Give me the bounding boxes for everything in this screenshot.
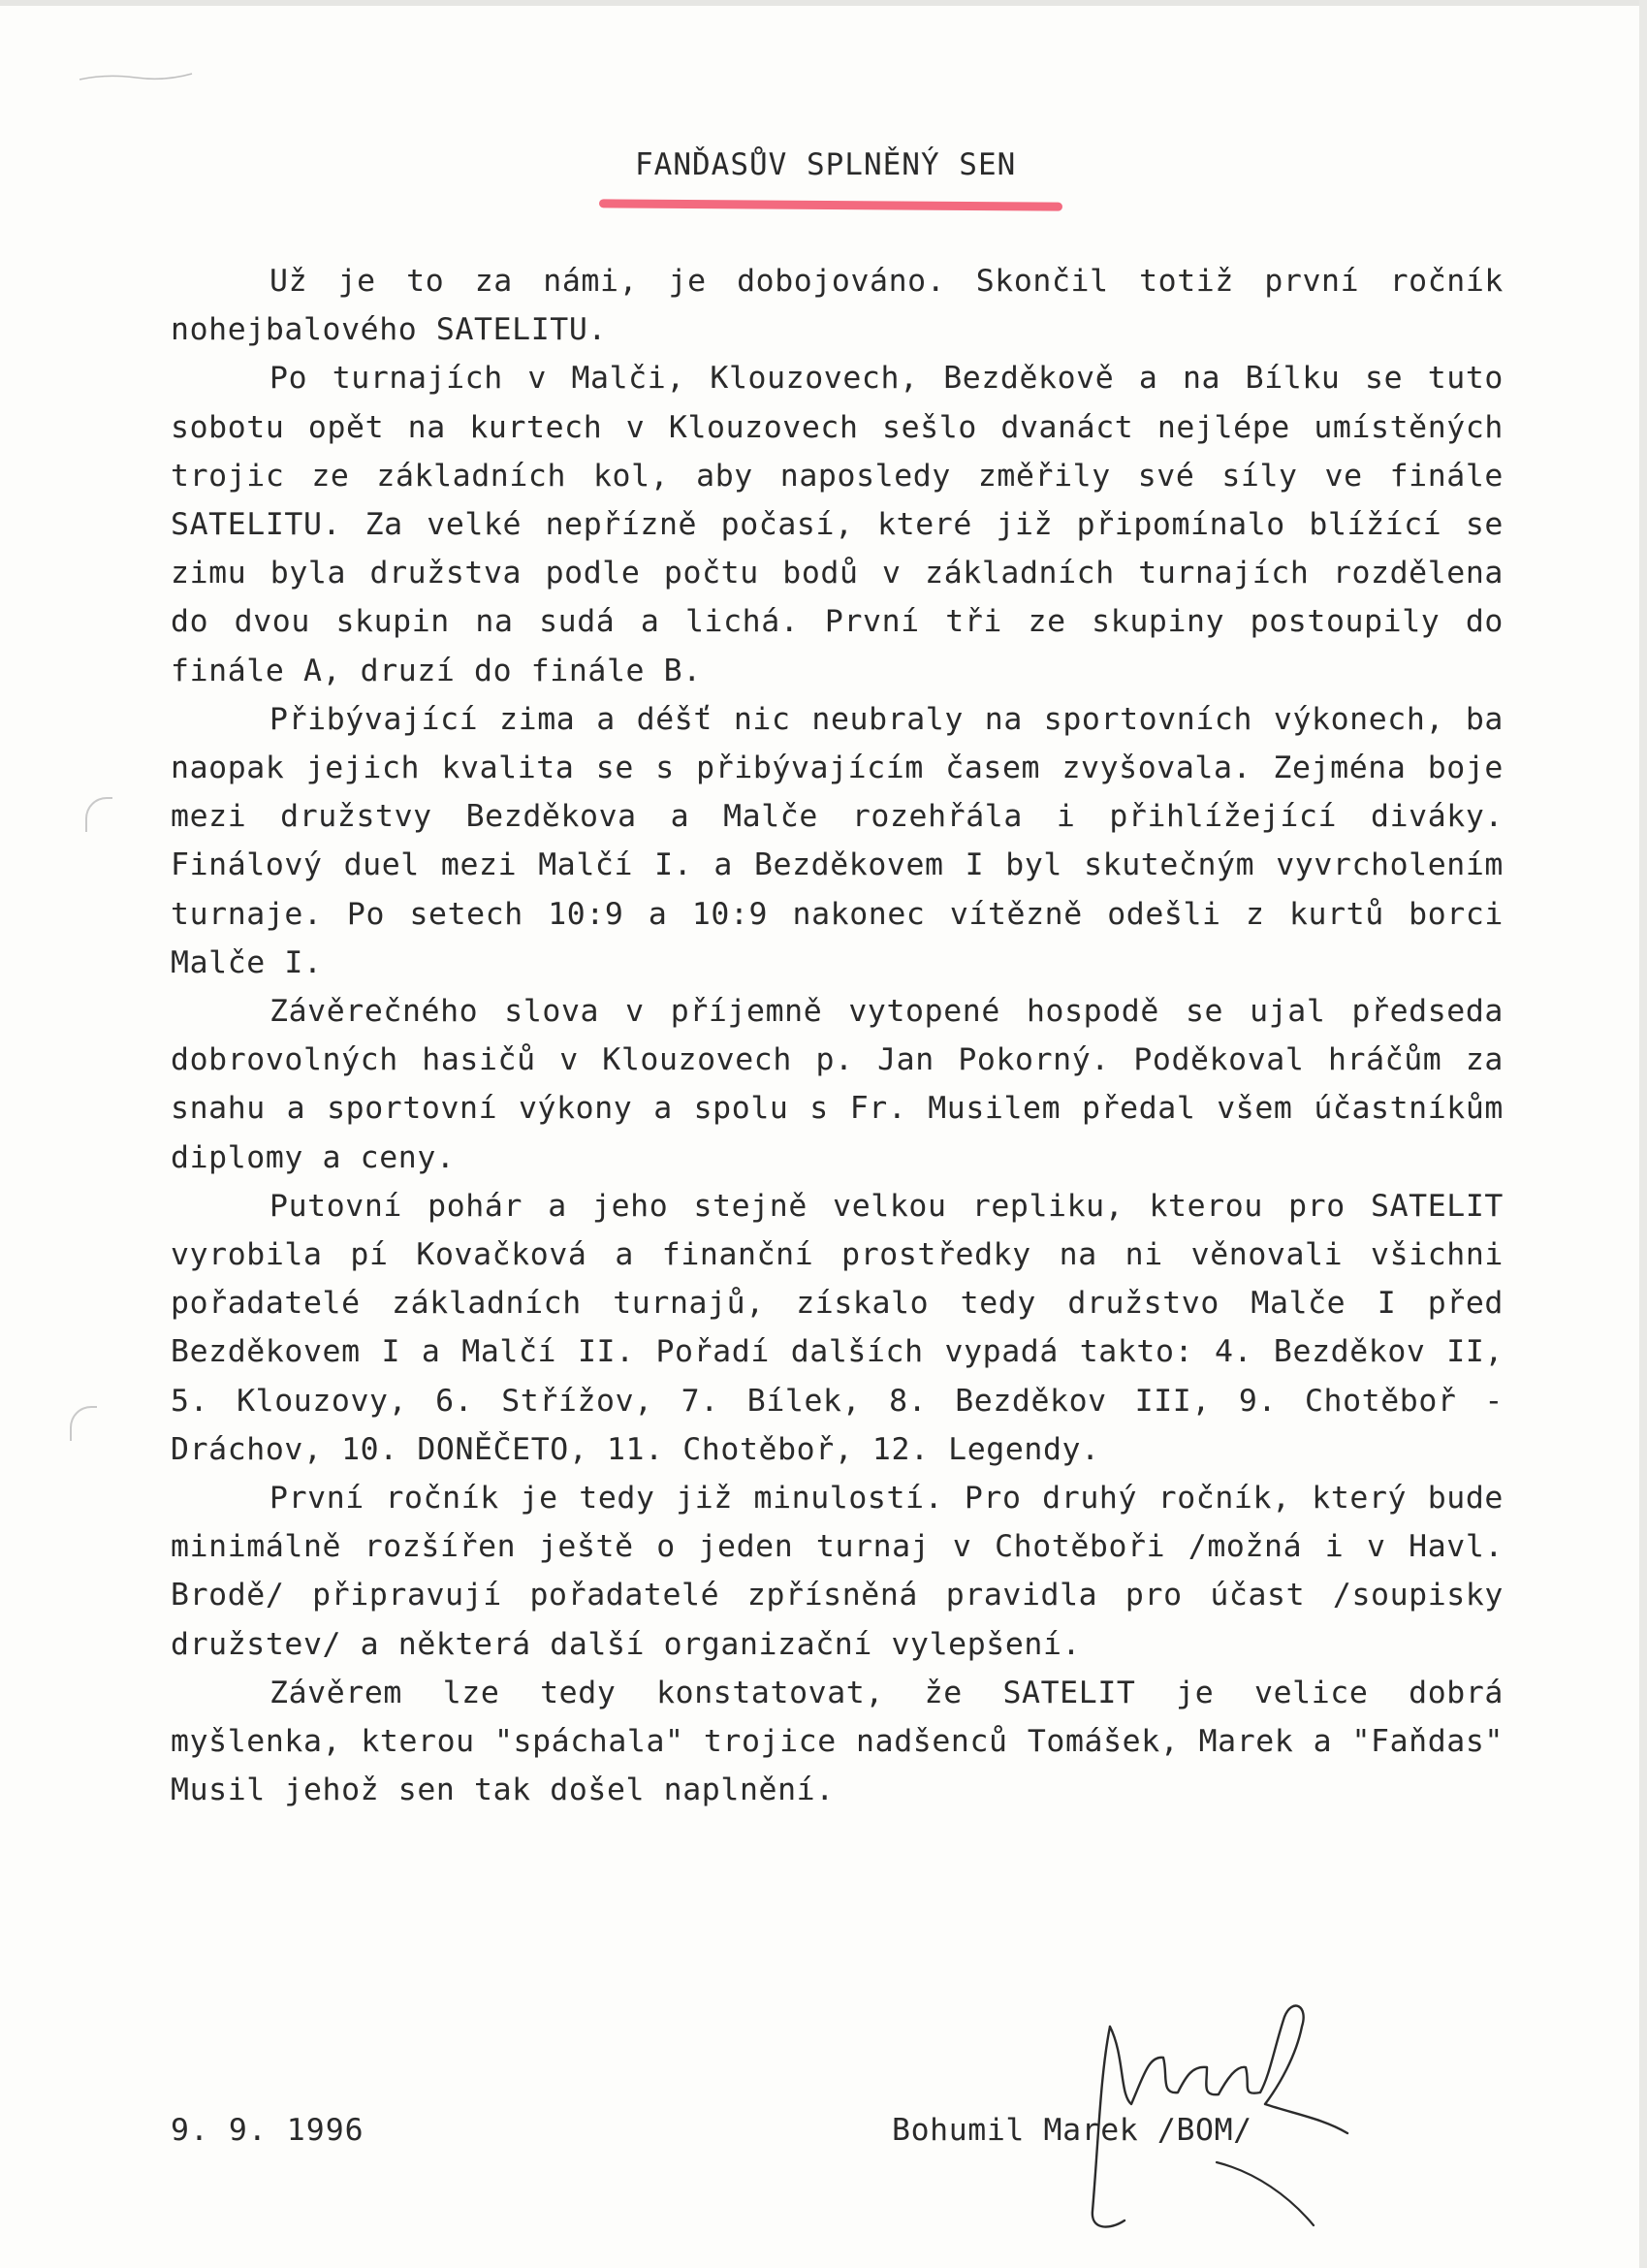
paragraph: Přibývající zima a déšť nic neubraly na sportovních výkonech, ba naopak jejich kvalita se s přibývajícím časem zvyšovala. Zejména boje mezi družstvy Bezděkova a Malče rozehřála i přihlížející diváky. Finálový duel mezi Malčí I. a Bezděkovem I byl skutečným vyvrcholením turnaje. Po setech 10:9 a 10:9 nakonec vítězně odešli z kurtů borci Malče I. bbox=[171, 701, 1504, 980]
article-body bbox=[171, 257, 1504, 1815]
author-name: Bohumil Marek /BOM/ bbox=[892, 2113, 1252, 2148]
page-edge-right bbox=[1639, 0, 1647, 2268]
paragraph: První ročník je tedy již minulostí. Pro druhý ročník, který bude minimálně rozšířen ještě o jeden turnaj v Chotěboři /možná i v Havl. Brodě/ připravují pořadatelé zpřísněná pravidla pro účast /soupisky družstev/ a některá další organizační vylepšení. bbox=[171, 1481, 1504, 1662]
paragraph: Závěrečného slova v příjemně vytopené hospodě se ujal předseda dobrovolných hasičů v Klouzovech p. Jan Pokorný. Poděkoval hráčům za snahu a sportovní výkony a spolu s Fr. Musilem předal všem účastníkům diplomy a ceny. bbox=[171, 994, 1504, 1175]
title-highlight-underline bbox=[599, 199, 1062, 210]
paragraph: Po turnajích v Malči, Klouzovech, Bezděkově a na Bílku se tuto sobotu opět na kurtech v Klouzovech sešlo dvanáct nejlépe umístěných trojic ze základních kol, aby naposledy změřily své síly ve finále SATELITU. Za velké nepřízně počasí, které již připomínalo blížící se zimu byla družstva podle počtu bodů v základních turnajích rozdělena do dvou skupin na sudá a lichá. První tři ze skupiny postoupily do finále A, druzí do finále B. bbox=[171, 361, 1504, 688]
punch-hole-mark bbox=[70, 1406, 97, 1441]
pencil-mark bbox=[78, 68, 194, 87]
handwritten-signature bbox=[1071, 1988, 1352, 2240]
page-edge bbox=[0, 0, 1647, 6]
punch-hole-mark bbox=[85, 797, 112, 832]
paragraph: Závěrem lze tedy konstatovat, že SATELIT je velice dobrá myšlenka, kterou "spáchala" trojice nadšenců Tomášek, Marek a "Faňdas" Musil jehož sen tak došel naplnění. bbox=[171, 1675, 1504, 1808]
paragraph: Už je to za námi, je dobojováno. Skončil totiž první ročník nohejbalového SATELITU. bbox=[171, 264, 1504, 348]
document-title: FANĎASŮV SPLNĚNÝ SEN bbox=[635, 147, 1017, 182]
document-date: 9. 9. 1996 bbox=[171, 2113, 364, 2148]
paragraph: Putovní pohár a jeho stejně velkou repliku, kterou pro SATELIT vyrobila pí Kovačková a finanční prostředky na ni věnovali všichni pořadatelé základních turnajů, získalo tedy družstvo Malče I před Bezděkovem I a Malčí II. Pořadí dalších vypadá takto: 4. Bezděkov II, 5. Klouzovy, 6. Střížov, 7. Bílek, 8. Bezděkov III, 9. Chotěboř - Dráchov, 10. DONĚČETO, 11. Chotěboř, 12. Legendy. bbox=[171, 1188, 1504, 1467]
